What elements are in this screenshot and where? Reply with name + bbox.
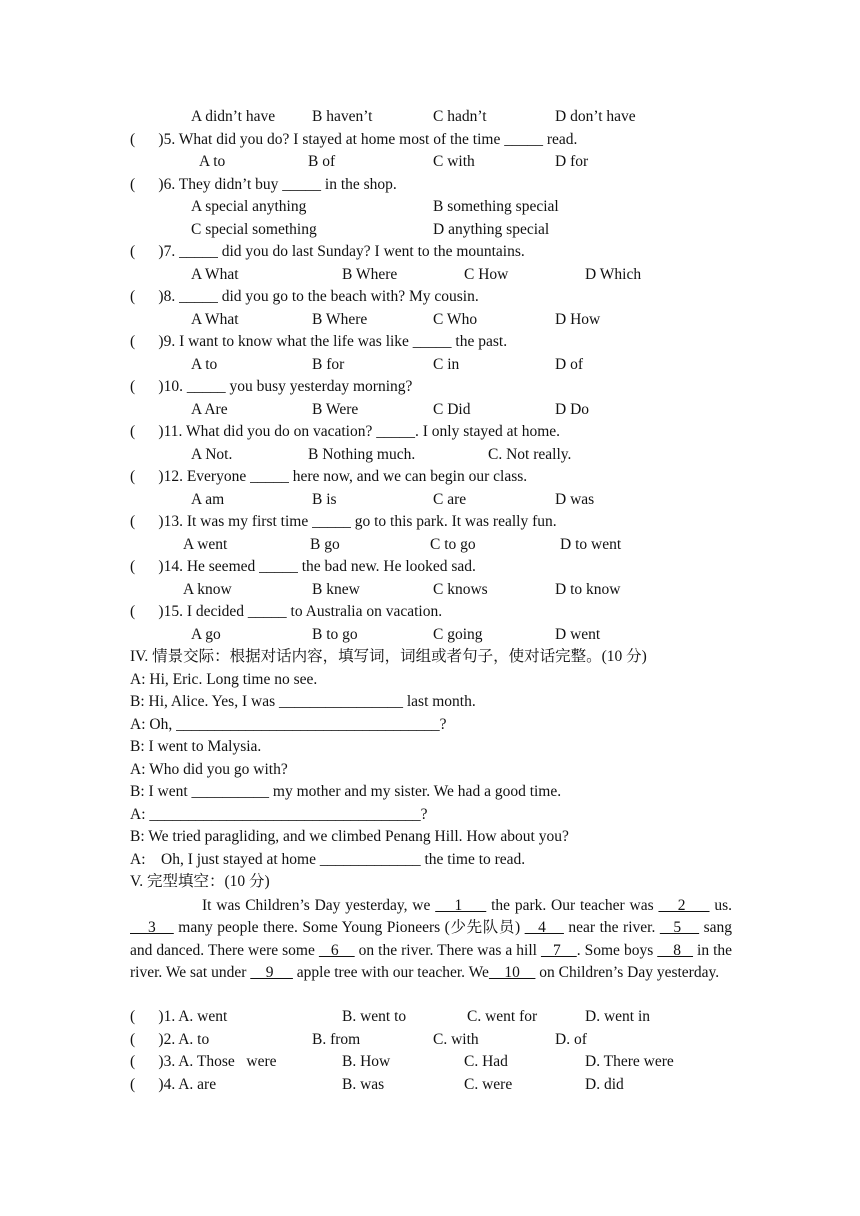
option: B knew bbox=[312, 580, 360, 598]
dialogue-text: A: Oh, I just stayed at home _____________ the time to read. bbox=[130, 850, 526, 868]
dialogue-text: B: I went __________ my mother and my sister. We had a good time. bbox=[130, 783, 562, 800]
blank-number: 10 bbox=[488, 964, 536, 981]
blank-number: 5 bbox=[659, 919, 700, 936]
option: A know bbox=[183, 580, 232, 598]
option: A Not. bbox=[191, 445, 233, 463]
dialogue-text: A: ___________________________________? bbox=[130, 805, 428, 823]
question-text: ( )9. I want to know what the life was like _____ the past. bbox=[130, 333, 508, 350]
option: C knows bbox=[433, 580, 488, 598]
option: B haven’t bbox=[312, 108, 373, 125]
option: B Nothing much. bbox=[308, 445, 416, 463]
question-text: ( )1. A. went bbox=[130, 1008, 228, 1025]
option: A go bbox=[191, 625, 221, 643]
option: D. There were bbox=[585, 1053, 674, 1070]
option: B for bbox=[312, 355, 345, 373]
dialogue-text: A: Hi, Eric. Long time no see. bbox=[130, 670, 318, 688]
blank-number: 6 bbox=[318, 941, 355, 959]
question-text: ( )12. Everyone _____ here now, and we can begin our class. bbox=[130, 468, 528, 485]
question-text: ( )8. _____ did you go to the beach with? My cousin. bbox=[130, 288, 479, 305]
question-text: ( )14. He seemed _____ the bad new. He looked sad. bbox=[130, 558, 476, 575]
option: C Did bbox=[433, 400, 471, 418]
question-text: ( )3. A. Those were bbox=[130, 1053, 277, 1070]
passage-text: on Children’s Day yesterday. bbox=[535, 964, 720, 981]
option: D was bbox=[555, 490, 595, 508]
option: D Do bbox=[555, 400, 590, 418]
passage-text: sang and danced. There were some bbox=[130, 919, 733, 959]
option: B Where bbox=[342, 265, 398, 283]
option: D Which bbox=[585, 265, 642, 283]
option: D How bbox=[555, 310, 601, 328]
option: A am bbox=[191, 490, 225, 508]
blank-number: 8 bbox=[657, 941, 694, 959]
option: B Were bbox=[312, 400, 359, 418]
option: A What bbox=[191, 265, 239, 283]
question-text: ( )7. _____ did you do last Sunday? I went to the mountains. bbox=[130, 243, 525, 260]
option: D don’t have bbox=[555, 108, 636, 125]
option: C. Had bbox=[464, 1053, 508, 1070]
option: B. How bbox=[342, 1053, 391, 1070]
cloze-passage bbox=[130, 895, 732, 985]
option: C going bbox=[433, 625, 483, 643]
option: C. went for bbox=[467, 1008, 538, 1025]
option: C. with bbox=[433, 1030, 479, 1048]
option: D went bbox=[555, 625, 601, 643]
option: A went bbox=[183, 535, 228, 553]
question-text: ( )2. A. to bbox=[130, 1030, 210, 1048]
passage-text: It was Children’s Day yesterday, we bbox=[202, 896, 436, 914]
passage-text: near the river. bbox=[563, 919, 660, 936]
option: D. did bbox=[585, 1075, 624, 1093]
option: B Where bbox=[312, 310, 368, 328]
option: D to know bbox=[555, 580, 621, 598]
passage-text: on the river. There was a hill bbox=[354, 941, 541, 959]
option: D anything special bbox=[433, 220, 550, 238]
option: D. went in bbox=[585, 1008, 651, 1025]
option: C How bbox=[464, 265, 509, 283]
option: C are bbox=[433, 490, 467, 508]
section-5-heading: V. 完型填空：(10 分) bbox=[130, 873, 270, 890]
option: D for bbox=[555, 153, 589, 170]
option: C. were bbox=[464, 1075, 513, 1093]
question-text: ( )11. What did you do on vacation? _____. I only stayed at home. bbox=[130, 423, 561, 440]
passage-text: apple tree with our teacher. We bbox=[292, 964, 489, 981]
option: C in bbox=[433, 355, 460, 373]
passage-text: us. bbox=[709, 896, 733, 914]
option: A What bbox=[191, 310, 239, 328]
option: C. Not really. bbox=[488, 445, 572, 463]
option: B to go bbox=[312, 625, 358, 643]
option: D. of bbox=[555, 1030, 587, 1048]
option: B go bbox=[310, 535, 340, 553]
dialogue-text: A: Who did you go with? bbox=[130, 760, 288, 778]
option: C hadn’t bbox=[433, 108, 487, 125]
question-text: ( )13. It was my first time _____ go to this park. It was really fun. bbox=[130, 513, 557, 530]
option: C to go bbox=[430, 535, 476, 553]
dialogue-text: B: We tried paragliding, and we climbed Penang Hill. How about you? bbox=[130, 828, 569, 845]
blank-number: 7 bbox=[540, 941, 577, 959]
passage-text: in the river. We sat under bbox=[130, 941, 733, 981]
option: D of bbox=[555, 355, 583, 373]
blank-number: 2 bbox=[658, 896, 710, 914]
option: C with bbox=[433, 153, 475, 170]
question-text: ( )10. _____ you busy yesterday morning? bbox=[130, 378, 413, 395]
question-text: ( )4. A. are bbox=[130, 1075, 217, 1093]
blank-number: 3 bbox=[130, 919, 174, 936]
option: B. was bbox=[342, 1075, 385, 1093]
option: B is bbox=[312, 490, 337, 508]
option: B of bbox=[308, 153, 336, 170]
option: C special something bbox=[191, 220, 317, 238]
question-text: ( )15. I decided _____ to Australia on vacation. bbox=[130, 603, 443, 620]
option: A to bbox=[199, 153, 226, 170]
option: D to went bbox=[560, 535, 622, 553]
option: A Are bbox=[191, 400, 228, 418]
option: B. went to bbox=[342, 1008, 407, 1025]
passage-text: many people there. Some Young Pioneers (少先队员) bbox=[173, 919, 525, 936]
blank-number: 1 bbox=[435, 896, 487, 914]
option: A to bbox=[191, 355, 218, 373]
option: C Who bbox=[433, 310, 478, 328]
section-4-heading: IV. 情景交际：根据对话内容，填写词，词组或者句子，使对话完整。(10 分) bbox=[130, 648, 647, 665]
dialogue-text: A: Oh, __________________________________? bbox=[130, 715, 447, 733]
blank-number: 9 bbox=[250, 964, 293, 981]
question-text: ( )6. They didn’t buy _____ in the shop. bbox=[130, 175, 397, 193]
passage-text: the park. Our teacher was bbox=[486, 896, 659, 914]
blank-number: 4 bbox=[524, 919, 564, 936]
question-text: ( )5. What did you do? I stayed at home most of the time _____ read. bbox=[130, 130, 578, 148]
dialogue-text: B: I went to Malysia. bbox=[130, 738, 262, 755]
option: B something special bbox=[433, 198, 559, 215]
passage-text: . Some boys bbox=[576, 941, 658, 959]
option: A special anything bbox=[191, 198, 307, 215]
dialogue-text: B: Hi, Alice. Yes, I was ________________ last month. bbox=[130, 693, 476, 710]
option: B. from bbox=[312, 1030, 361, 1048]
option: A didn’t have bbox=[191, 108, 276, 125]
